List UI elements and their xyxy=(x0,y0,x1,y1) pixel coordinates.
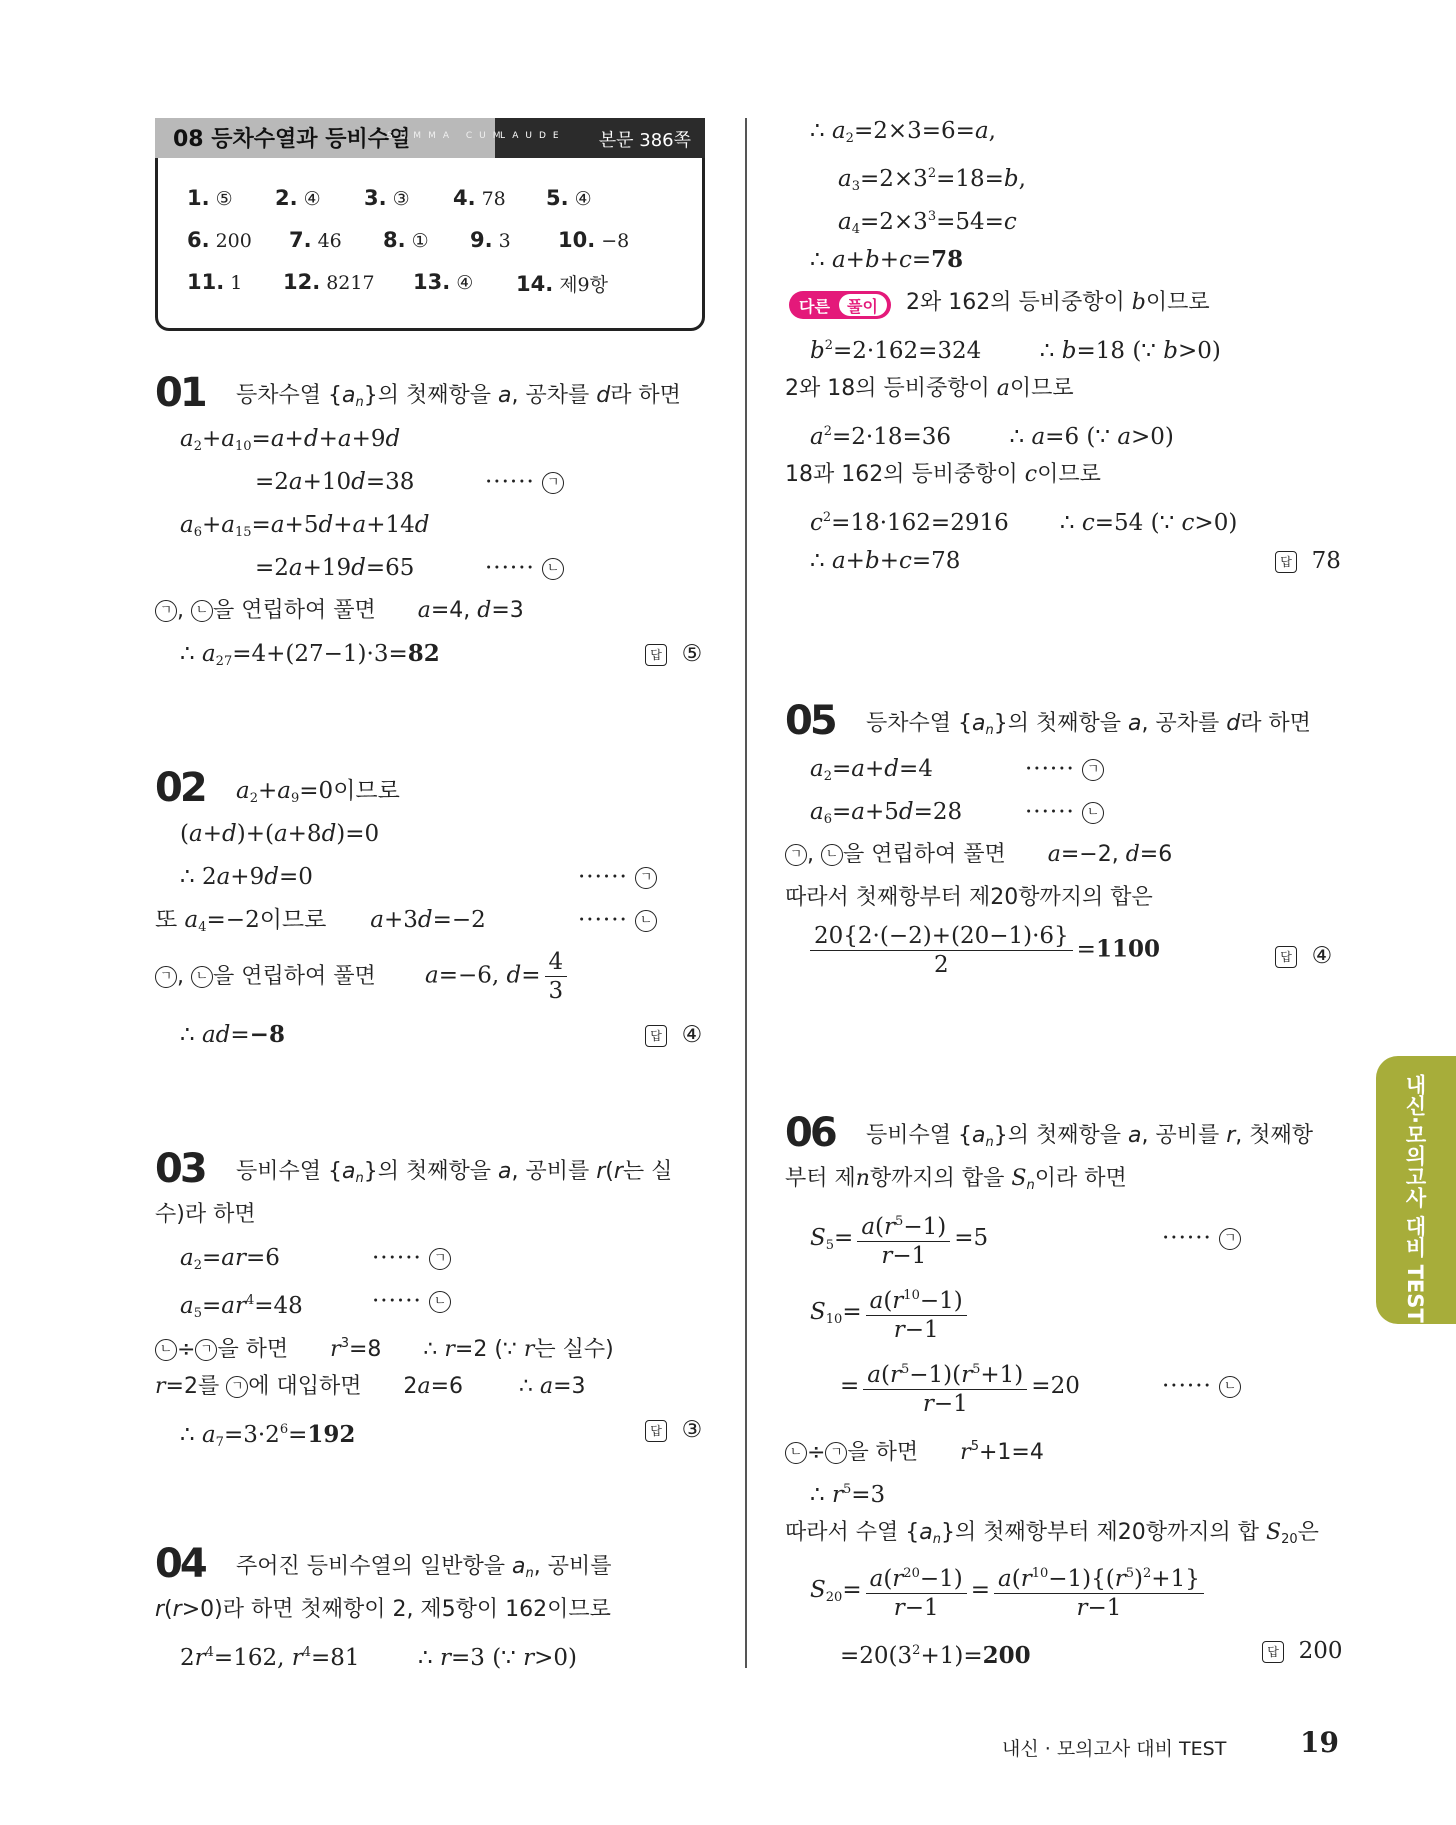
q06-line-7: $S_{20}=$ $\frac{a(r^{20}-1)}{r-1}$ = $\frac{a(r^{10}-1)\{(r^5)^2+1\}}{r-1}$ xyxy=(810,1560,1208,1622)
question-number-02: 02 xyxy=(155,765,205,811)
q02-answer: 답 ④ xyxy=(645,1020,702,1050)
q06-eq-marker-1: ······ ㄱ xyxy=(1162,1223,1241,1253)
question-number-04: 04 xyxy=(155,1541,205,1587)
q05-line-3: ㄱ , ㄴ 을 연립하여 풀면 a=−2, d=6 xyxy=(785,840,1172,870)
answer-number: 6. xyxy=(187,228,210,252)
series-latin-2: LAUDE xyxy=(500,131,566,141)
column-divider xyxy=(745,118,747,1668)
q01-eq-marker-1: ······ ㄱ xyxy=(485,467,564,497)
answer-item xyxy=(470,228,511,252)
answer-value: 8217 xyxy=(326,272,375,294)
q03-eq-marker-2: ······ ㄴ xyxy=(372,1286,451,1316)
q04-line-1: $2r^4=162$, $r^4=81$ ∴ r=3 (∵ r>0) xyxy=(180,1645,578,1671)
q05-eq-marker-2: ······ ㄴ xyxy=(1025,797,1104,827)
q06-line-6: 따라서 수열 $\{a_n\}$의 첫째항부터 제20항까지의 합 $S_{20}$은 xyxy=(785,1520,1319,1547)
q01-line-4: =2a+19d=65 xyxy=(255,555,415,581)
q05-line-5: $\frac{20\{2\cdot(-2)+(20-1)\cdot 6\}}{2}$ =1100 xyxy=(810,922,1160,979)
q04-alt-line-5: 18과 162의 등비중항이 c이므로 xyxy=(785,462,1101,487)
q01-intro: 등차수열 $\{a_n\}$의 첫째항을 a, 공차를 d라 하면 xyxy=(236,383,681,410)
question-number-05: 05 xyxy=(785,698,835,744)
answer-item xyxy=(558,228,629,252)
answer-value: ④ xyxy=(303,188,321,210)
q06-intro: 등비수열 $\{a_n\}$의 첫째항을 a, 공비를 r, 첫째항 xyxy=(866,1123,1314,1150)
q04-line-3: $a_3=2\times 3^2=18=b$, xyxy=(838,166,1026,194)
answer-number: 4. xyxy=(453,186,476,210)
q05-line-1: $a_2=a+d=4$ xyxy=(810,756,933,784)
q03-intro-2: 수)라 하면 xyxy=(155,1202,256,1227)
q01-answer: 답 ⑤ xyxy=(645,639,702,669)
answer-item xyxy=(187,228,252,252)
q03-answer: 답 ③ xyxy=(645,1415,702,1445)
q02-eq-marker-1: ······ ㄱ xyxy=(578,862,657,892)
answer-number: 5. xyxy=(546,186,569,210)
answer-number: 10. xyxy=(558,228,596,252)
q03-intro: 등비수열 $\{a_n\}$의 첫째항을 a, 공비를 r(r는 실 xyxy=(236,1159,673,1186)
q01-line-3: $a_6+a_{15}=a+5d+a+14d$ xyxy=(180,512,430,540)
q02-line-5: ㄱ , ㄴ 을 연립하여 풀면 xyxy=(155,962,376,992)
answer-item xyxy=(516,270,608,297)
series-latin: SUMMA CUM xyxy=(387,131,508,141)
page-reference: 본문 386쪽 xyxy=(598,130,691,151)
answer-value: ④ xyxy=(574,188,592,210)
question-number-01: 01 xyxy=(155,370,205,416)
answer-item xyxy=(289,228,342,252)
answer-box-header xyxy=(155,118,705,158)
answer-number: 11. xyxy=(187,270,225,294)
q02-line-3: ∴ 2a+9d=0 xyxy=(180,864,313,890)
q05-line-2: $a_6=a+5d=28$ xyxy=(810,799,963,827)
answer-value: 46 xyxy=(317,230,342,252)
q01-line-1: $a_2+a_{10}=a+d+a+9d$ xyxy=(180,426,401,454)
q04-intro-2: r(r>0)라 하면 첫째항이 2, 제5항이 162이므로 xyxy=(155,1597,611,1622)
answer-item xyxy=(275,186,321,210)
q04-alt-line-6: $c^2=18\cdot 162=2916$ ∴ c=54 (∵ c>0) xyxy=(810,510,1238,536)
q06-line-8: $=20(3^2+1)=200$ xyxy=(840,1642,1031,1669)
q06-line-4: ㄴ ÷ ㄱ 을 하면 $r^5+1=4$ xyxy=(785,1432,1044,1468)
q06-line-3: = $\frac{a(r^5-1)(r^5+1)}{r-1}$ =20 xyxy=(840,1356,1080,1418)
answer-value: ① xyxy=(411,230,429,252)
q04-line-4: $a_4=2\times 3^3=54=c$ xyxy=(838,209,1017,237)
q02-eq-marker-2: ······ ㄴ xyxy=(578,905,657,935)
answer-value: 3 xyxy=(498,230,511,252)
answer-value: 1 xyxy=(230,272,243,294)
q05-intro: 등차수열 $\{a_n\}$의 첫째항을 a, 공차를 d라 하면 xyxy=(866,711,1311,738)
q01-line-6: ∴ $a_{27}=4+(27-1)\cdot 3=82$ xyxy=(180,640,440,669)
q04-alt-line-3: 2와 18의 등비중항이 a이므로 xyxy=(785,376,1074,401)
answer-number: 3. xyxy=(364,186,387,210)
answer-number: 2. xyxy=(275,186,298,210)
q02-solution: a=−6, d= $\frac{4}{3}$ xyxy=(425,948,571,1005)
q06-line-5: ∴ $r^5=3$ xyxy=(810,1482,886,1508)
answer-value: 제9항 xyxy=(559,274,608,296)
q04-alt-line-4: $a^2=2\cdot 18=36$ ∴ a=6 (∵ a>0) xyxy=(810,424,1174,450)
q01-eq-marker-2: ······ ㄴ xyxy=(485,553,564,583)
q01-line-5: ㄱ , ㄴ 을 연립하여 풀면 a=4, d=3 xyxy=(155,596,524,626)
q03-line-3: ㄴ ÷ ㄱ 을 하면 $r^3=8$ ∴ r=2 (∵ r는 실수) xyxy=(155,1329,614,1365)
answer-number: 9. xyxy=(470,228,493,252)
answer-number: 7. xyxy=(289,228,312,252)
q03-line-1: $a_2=ar=6$ xyxy=(180,1245,280,1273)
q04-alt-line-7: ∴ a+b+c=78 xyxy=(810,548,961,574)
answer-item xyxy=(453,186,506,210)
answer-item xyxy=(364,186,410,210)
q04-line-5: ∴ a+b+c=78 xyxy=(810,246,964,273)
q06-answer: 답 200 xyxy=(1262,1636,1343,1666)
q06-line-2: $S_{10}=$ $\frac{a(r^{10}-1)}{r-1}$ xyxy=(810,1282,971,1344)
footer-text: 내신 · 모의고사 대비 TEST xyxy=(1002,1738,1227,1760)
q05-eq-marker-1: ······ ㄱ xyxy=(1025,754,1104,784)
answer-value: −8 xyxy=(601,230,630,252)
q06-line-1: $S_5=$ $\frac{a(r^5-1)}{r-1}$ =5 xyxy=(810,1208,988,1270)
answer-item xyxy=(413,270,473,294)
answer-item xyxy=(187,186,233,210)
q04-answer: 답 78 xyxy=(1275,546,1341,576)
answer-number: 8. xyxy=(383,228,406,252)
q02-line-1: $a_2+a_9=0$이므로 xyxy=(236,778,400,806)
chapter-title: 08 등차수열과 등비수열 xyxy=(173,127,411,152)
side-tab: 내신·모의고사 대비 TEST xyxy=(1376,1056,1456,1324)
answer-value: 200 xyxy=(215,230,252,252)
answer-value: ⑤ xyxy=(215,188,233,210)
question-number-03: 03 xyxy=(155,1146,205,1192)
answer-item xyxy=(283,270,375,294)
q03-line-2: $a_5=ar^4=48$ xyxy=(180,1293,303,1321)
answer-number: 1. xyxy=(187,186,210,210)
answer-value: 78 xyxy=(481,188,506,210)
q02-line-6: ∴ ad=−8 xyxy=(180,1021,285,1048)
q03-line-5: ∴ $a_7=3\cdot 2^6=192$ xyxy=(180,1421,356,1450)
answer-number: 14. xyxy=(516,272,554,296)
answer-item xyxy=(187,270,242,294)
q02-line-4: 또 $a_4=-2$이므로 a+3d=−2 xyxy=(155,907,486,935)
q01-line-2: =2a+10d=38 xyxy=(255,469,415,495)
q06-intro-2: 부터 제n항까지의 합을 $S_n$이라 하면 xyxy=(785,1166,1127,1193)
answer-number: 13. xyxy=(413,270,451,294)
answer-value: ③ xyxy=(392,188,410,210)
q04-intro: 주어진 등비수열의 일반항을 $a_n$, 공비를 xyxy=(236,1554,612,1581)
q04-alt-line-2: $b^2=2\cdot 162=324$ ∴ b=18 (∵ b>0) xyxy=(810,338,1221,364)
q03-eq-marker-1: ······ ㄱ xyxy=(372,1243,451,1273)
question-number-06: 06 xyxy=(785,1110,835,1156)
answer-item xyxy=(546,186,592,210)
page-number: 19 xyxy=(1300,1726,1339,1759)
q02-line-2: (a+d)+(a+8d)=0 xyxy=(180,821,380,847)
q04-line-2: ∴ $a_2=2\times 3=6=a$, xyxy=(810,118,996,146)
q06-eq-marker-2: ······ ㄴ xyxy=(1162,1371,1241,1401)
q03-line-4: r=2를 ㄱ 에 대입하면 2a=6 ∴ a=3 xyxy=(155,1374,586,1399)
answer-item xyxy=(383,228,429,252)
answer-number: 12. xyxy=(283,270,321,294)
q05-answer: 답 ④ xyxy=(1275,941,1332,971)
q04-alt-line-1: 2와 162의 등비중항이 b이므로 xyxy=(906,290,1210,315)
alternative-solution-badge: 다른 풀이 xyxy=(789,291,891,319)
q05-line-4: 따라서 첫째항부터 제20항까지의 합은 xyxy=(785,885,1153,910)
answer-value: ④ xyxy=(456,272,474,294)
